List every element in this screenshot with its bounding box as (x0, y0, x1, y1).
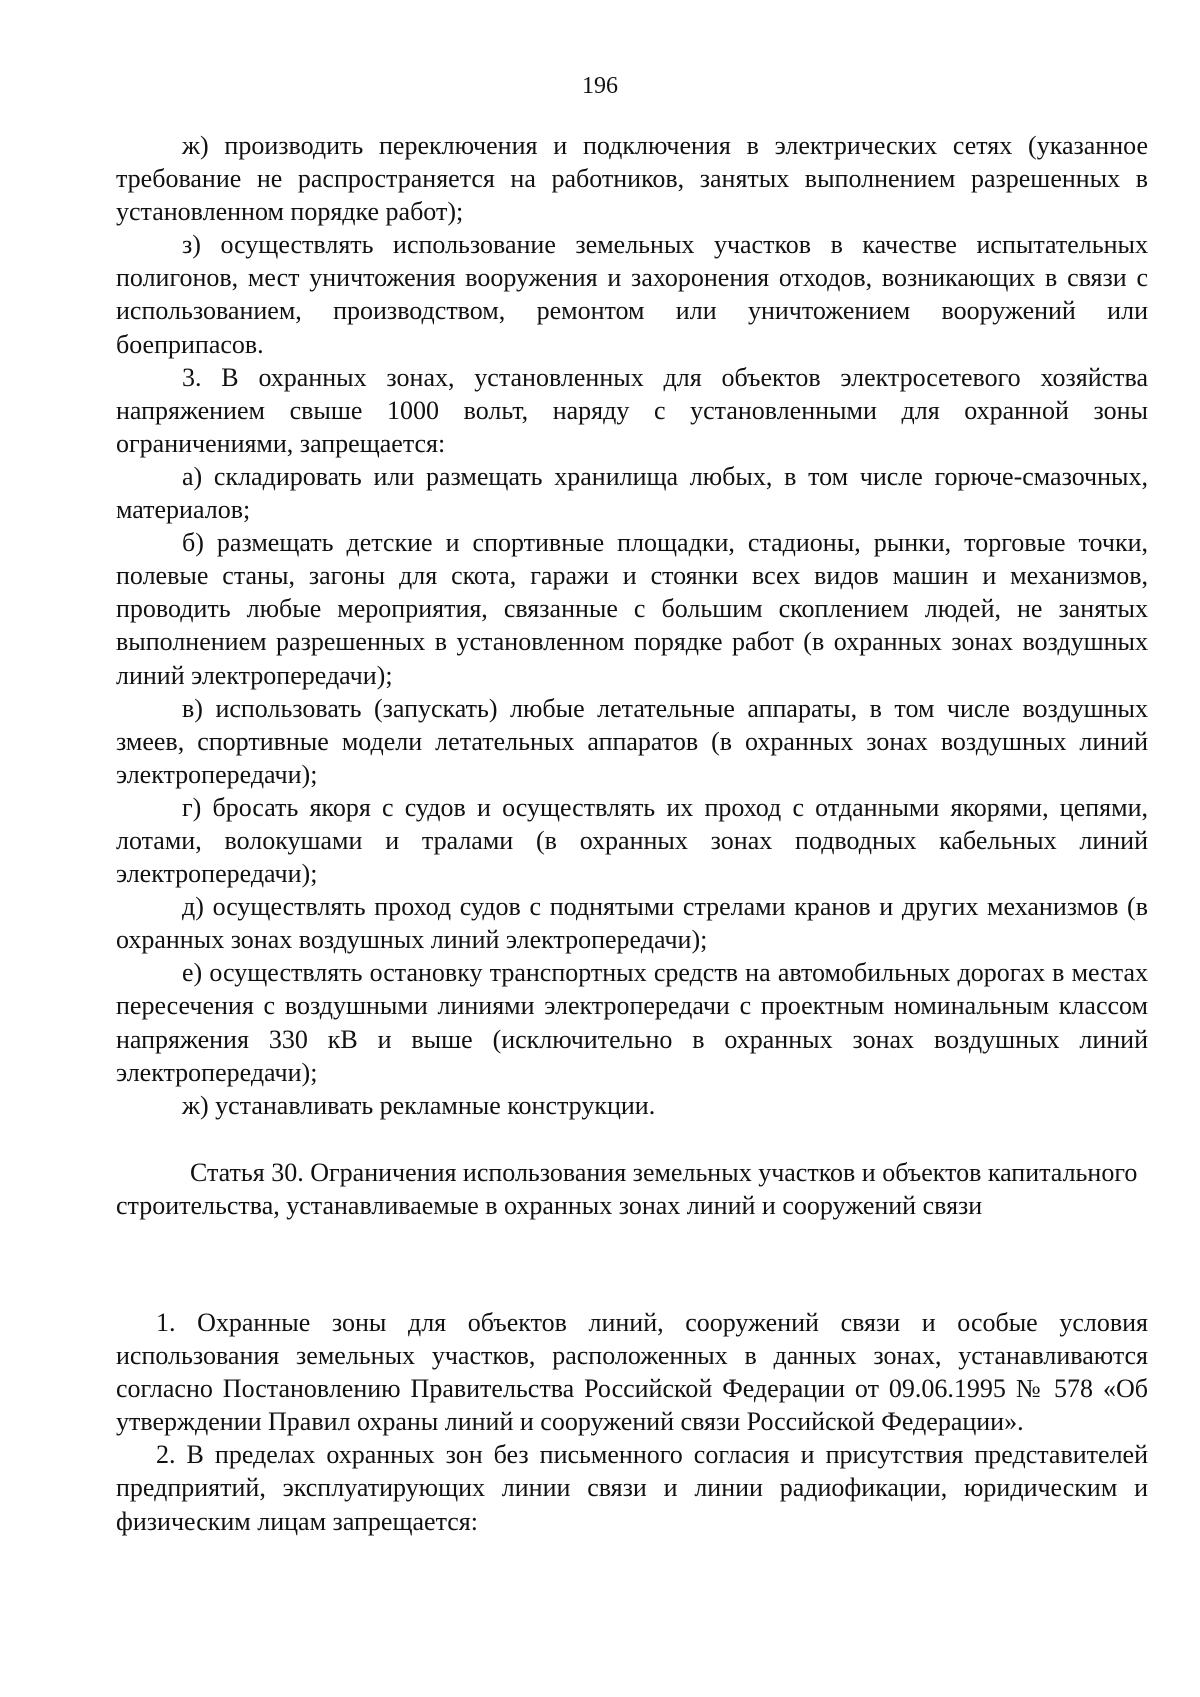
paragraph: з) осуществлять использование земельных участков в качестве испытательных полигонов, мест уничтожения вооружения и захоронения отходов, возникающих в связи с использованием, производством, ремонтом или уничтожением вооружений или боеприпасов. (116, 230, 1148, 359)
page-number: 196 (582, 73, 618, 99)
paragraph: в) использовать (запускать) любые летательные аппараты, в том числе воздушных змеев, спортивные модели летательных аппаратов (в охранных зонах воздушных линий электропередачи); (116, 693, 1148, 789)
paragraph: 3. В охранных зонах, установленных для объектов электросетевого хозяйства напряжением свыше 1000 вольт, наряду с установленными для охранной зоны ограничениями, запрещается: (116, 362, 1148, 458)
restrictions-list-block (116, 129, 1148, 1122)
paragraph: ж) устанавливать рекламные конструкции. (182, 1090, 656, 1120)
article-body-block (116, 1306, 1148, 1538)
article-heading (116, 1156, 1148, 1222)
paragraph: е) осуществлять остановку транспортных средств на автомобильных дорогах в местах пересечения с воздушными линиями электропередачи с проектным номинальным классом напряжения 330 кВ и выше (исключительно в охранных зонах воздушных линий электропередачи); (116, 958, 1148, 1087)
paragraph: д) осуществлять проход судов с поднятыми стрелами кранов и других механизмов (в охранных зонах воздушных линий электропередачи); (116, 892, 1148, 955)
article-heading-text: Статья 30. Ограничения использования земельных участков и объектов капитального строительства, устанавливаемые в охранных зонах линий и сооружений связи (116, 1158, 1138, 1221)
paragraph: 2. В пределах охранных зон без письменного согласия и присутствия представителей предприятий, эксплуатирующих линии связи и линии радиофикации, юридическим и физическим лицам запрещается: (116, 1440, 1148, 1536)
paragraph: б) размещать детские и спортивные площадки, стадионы, рынки, торговые точки, полевые станы, загоны для скота, гаражи и стоянки всех видов машин и механизмов, проводить любые мероприятия, связанные с большим скоплением людей, не занятых выполнением разрешенных в установленном порядке работ (в охранных зонах воздушных линий электропередачи); (116, 528, 1148, 690)
paragraph: 1. Охранные зоны для объектов линий, сооружений связи и особые условия использования земельных участков, расположенных в данных зонах, устанавливаются согласно Постановлению Правительства Российской Федерации от 09.06.1995 № 578 «Об утверждении Правил охраны линий и сооружений связи Российской Федерации». (116, 1308, 1148, 1437)
paragraph: г) бросать якоря с судов и осуществлять их проход с отданными якорями, цепями, лотами, волокушами и тралами (в охранных зонах подводных кабельных линий электропередачи); (116, 792, 1148, 889)
paragraph: ж) производить переключения и подключения в электрических сетях (указанное требование не распространяется на работников, занятых выполнением разрешенных в установленном порядке работ); (116, 131, 1148, 227)
paragraph: а) складировать или размещать хранилища любых, в том числе горюче-смазочных, материалов; (116, 461, 1148, 525)
